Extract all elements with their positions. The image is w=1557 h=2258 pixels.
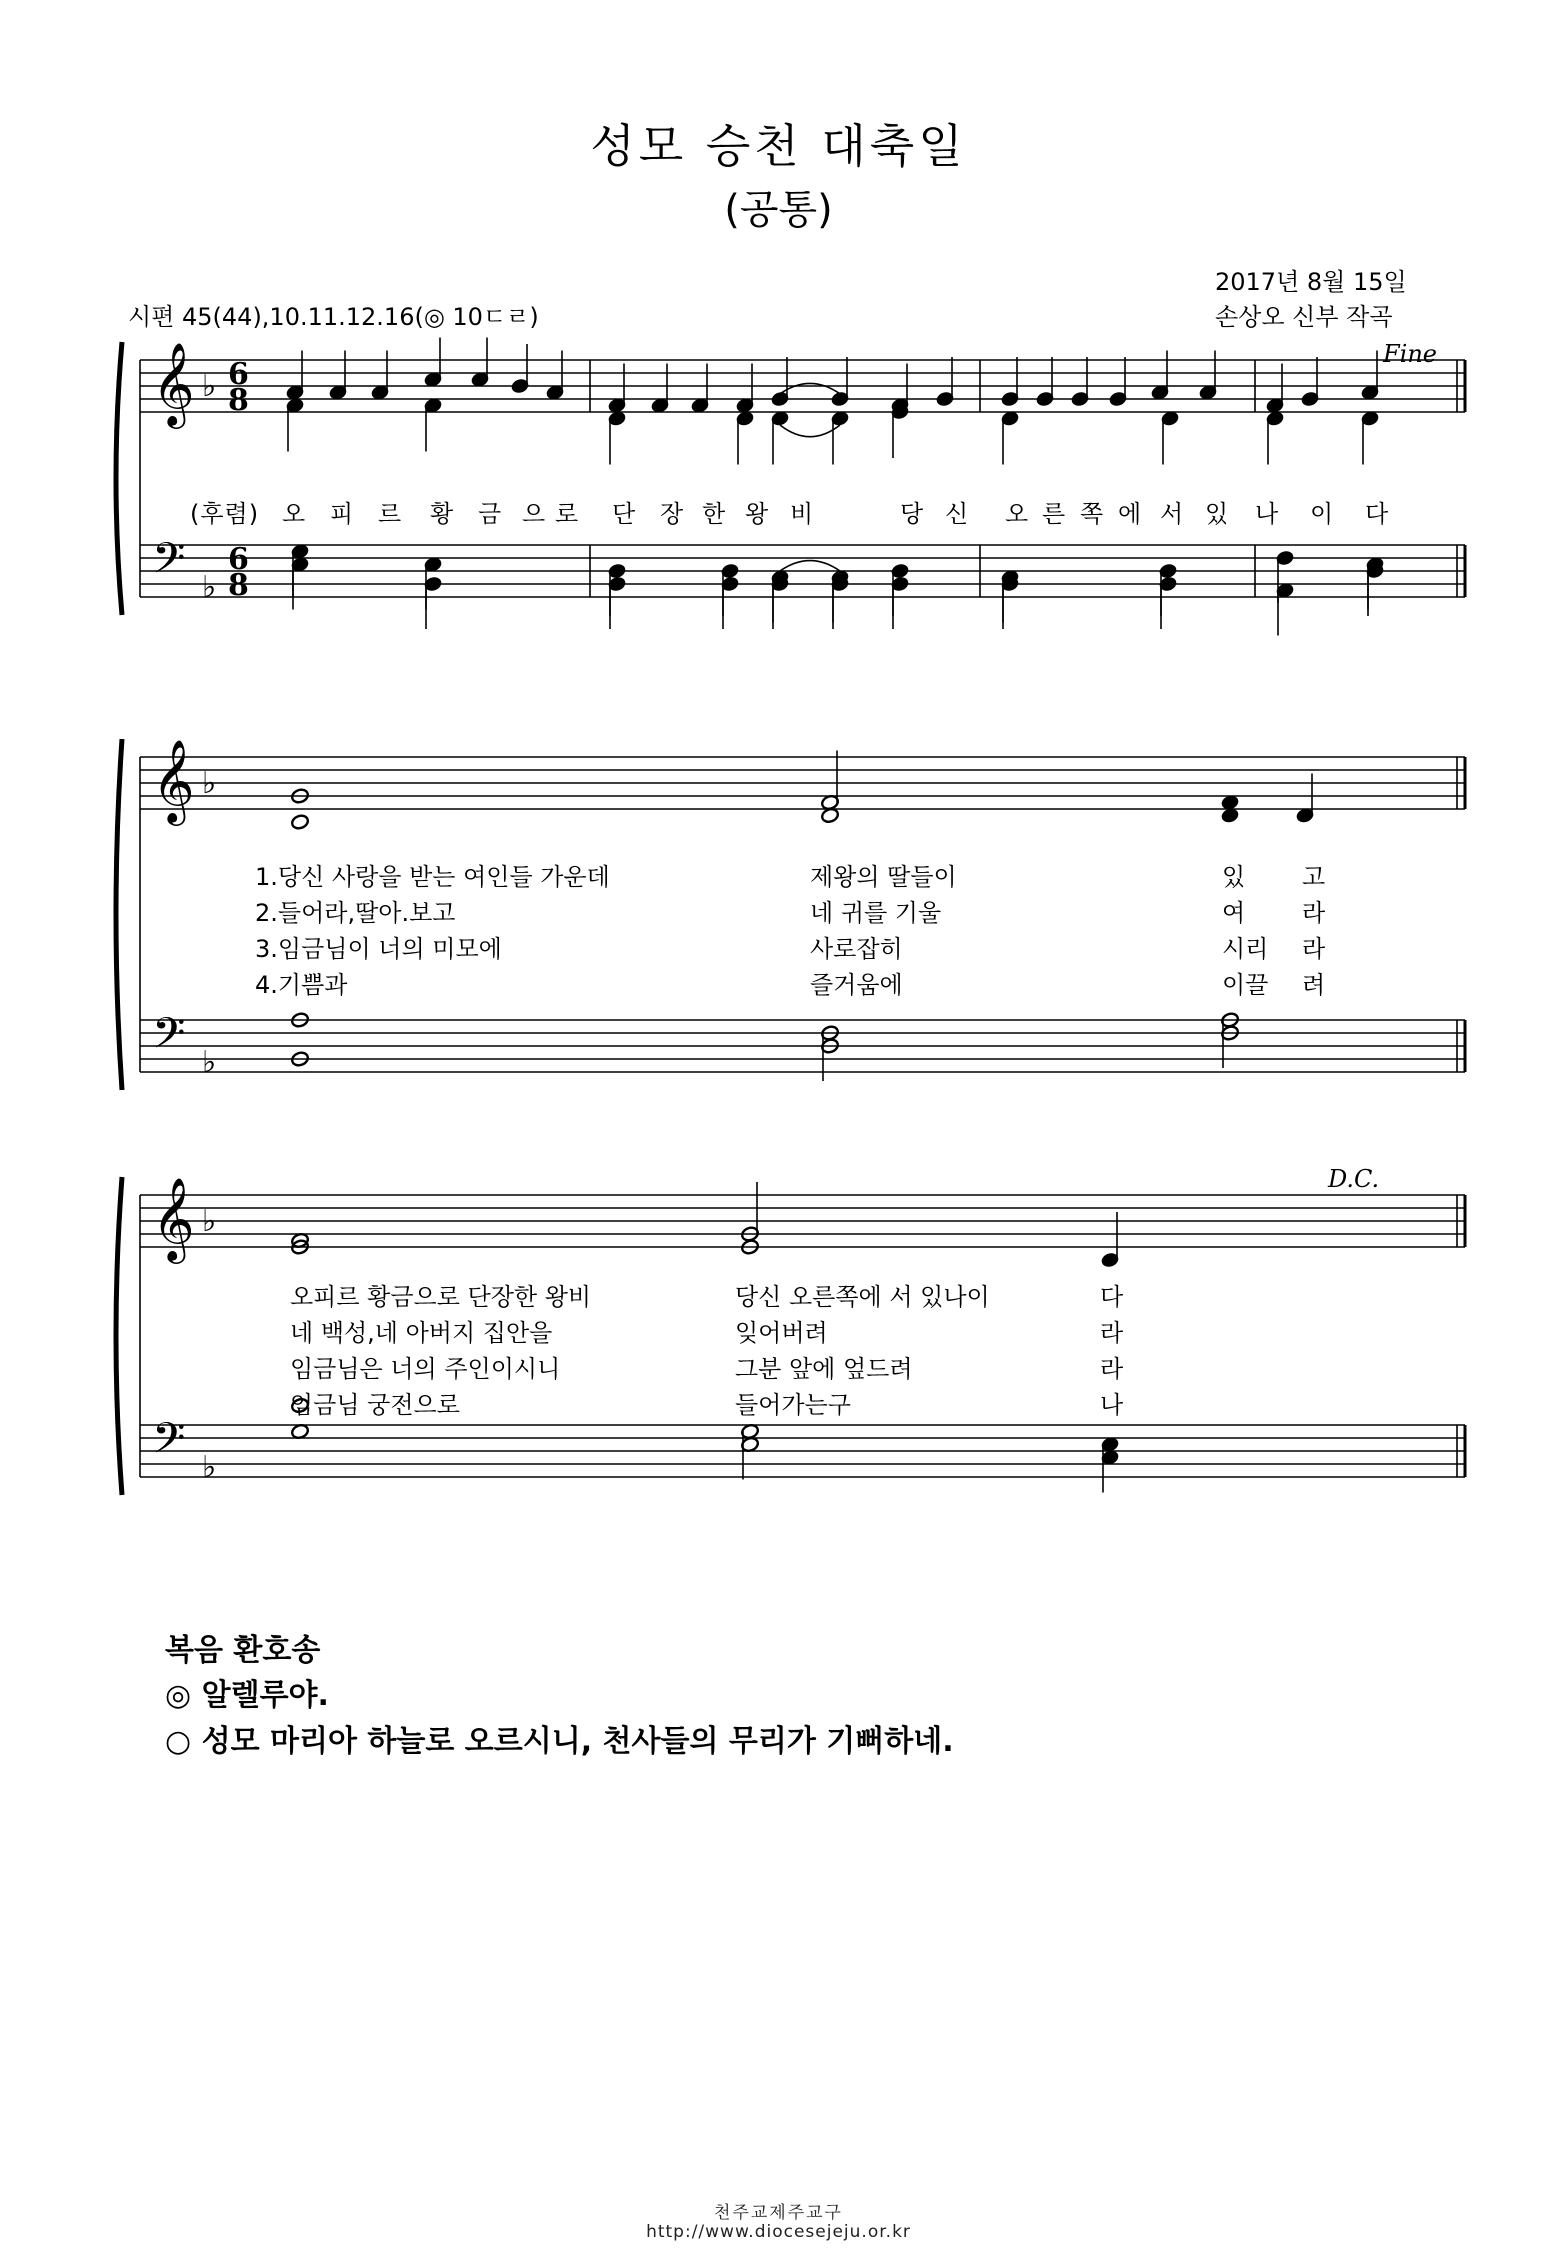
tie [780,383,840,393]
fine-mark: Fine [1383,340,1437,368]
refrain-syllable: 서 [1160,500,1185,528]
time-signature: 8 [228,568,249,603]
acclamation-heading: 복음 환호송 [165,1633,321,1668]
verse-lyric: 3.임금님이 너의 미모에 [255,935,502,963]
refrain-syllable: 왕 [745,500,770,528]
verse-lyric: 그분 앞에 엎드려 [735,1355,913,1383]
refrain-syllable: 피 [330,500,355,528]
verse-lyric: 라 [1302,899,1326,927]
flat-icon: ♭ [202,570,217,605]
refrain-syllable: 한 [702,500,727,528]
refrain-syllable: 오 [1005,500,1030,528]
refrain-syllable: 에 [1118,500,1143,528]
system-bracket [116,1177,122,1495]
verse-lyric: 시리 [1222,935,1269,963]
refrain-syllable: 르 [378,500,403,528]
footer-organization: 천주교제주교구 [714,2203,843,2223]
verse-lyric: 라 [1100,1355,1124,1383]
flat-icon: ♭ [202,1450,217,1485]
verse-lyric: 있 [1222,863,1246,891]
verse-lyric: 즐거움에 [810,971,903,999]
flat-icon: ♭ [202,766,217,801]
refrain-syllable: 비 [790,500,815,528]
page-title: 성모 승천 대축일 [590,119,967,173]
verse-lyric: 4.기쁨과 [255,971,348,999]
bass-clef-icon: 𝄢 [152,534,186,594]
refrain-syllable: 쪽 [1080,500,1105,528]
verse-lyric: 고 [1302,863,1326,891]
verse-lyric: 네 백성,네 아버지 집안을 [290,1319,553,1347]
notehead [290,814,309,831]
verse-lyric: 2.들어라,딸아.보고 [255,899,456,927]
verse-lyric: 당신 오른쪽에 서 있나이 [735,1283,990,1311]
verse-lyric: 라 [1302,935,1326,963]
page-subtitle: (공통) [724,187,833,233]
system-bracket [116,739,122,1090]
tie [780,561,840,571]
refrain-syllable: 오 [282,500,307,528]
treble-clef-icon: 𝄞 [152,1176,195,1260]
refrain-syllable: 장 [660,500,685,528]
refrain-syllable: 신 [945,500,970,528]
verse-lyric: 오피르 황금으로 단장한 왕비 [290,1283,592,1311]
refrain-syllable: 단 [612,500,637,528]
refrain-syllable: 으 [522,500,547,528]
verse-lyric: 임금님 궁전으로 [290,1391,460,1419]
verse-lyric: 여 [1222,899,1246,927]
bass-clef-icon: 𝄢 [152,1414,186,1474]
treble-clef-icon: 𝄞 [152,738,195,822]
tie [780,425,840,437]
treble-clef-icon: 𝄞 [152,341,195,425]
time-signature: 6 [228,357,249,392]
time-signature: 8 [228,383,249,418]
verse-lyric: 려 [1302,971,1326,999]
refrain-label: (후렴) [190,500,260,528]
refrain-syllable: 이 [1310,500,1335,528]
refrain-syllable: 있 [1205,500,1230,528]
footer-url: http://www.diocesejeju.or.kr [646,2222,911,2242]
flat-icon: ♭ [202,1204,217,1239]
verse-lyric: 들어가는구 [735,1391,851,1419]
verse-lyric: 나 [1100,1391,1124,1419]
verse-lyric: 다 [1100,1283,1124,1311]
refrain-syllable: 황 [430,500,455,528]
system-bracket [116,342,122,615]
refrain-syllable: 른 [1042,500,1067,528]
composer-credit: 손상오 신부 작곡 [1215,303,1393,331]
psalm-reference: 시편 45(44),10.11.12.16(◎ 10ㄷㄹ) [128,303,539,331]
acclamation-response: ◎ 알렐루야. [165,1678,329,1713]
refrain-syllable: 당 [900,500,925,528]
verse-lyric: 라 [1100,1319,1124,1347]
verse-lyric: 이끌 [1222,971,1269,999]
verse-lyric: 사로잡히 [810,935,903,963]
verse-lyric: 1.당신 사랑을 받는 여인들 가운데 [255,863,610,891]
flat-icon: ♭ [202,369,217,404]
verse-lyric: 네 귀를 기울 [810,899,942,927]
flat-icon: ♭ [202,1045,217,1080]
verse-lyric: 제왕의 딸들이 [810,863,957,891]
composition-date: 2017년 8월 15일 [1215,268,1407,296]
refrain-syllable: 금 [478,500,503,528]
refrain-syllable: 로 [555,500,580,528]
acclamation-verse: ○ 성모 마리아 하늘로 오르시니, 천사들의 무리가 기뻐하네. [165,1724,954,1759]
refrain-syllable: 다 [1365,500,1390,528]
verse-lyric: 임금님은 너의 주인이시니 [290,1355,561,1383]
verse-lyric: 잊어버려 [735,1319,828,1347]
dc-mark: D.C. [1328,1165,1380,1193]
bass-clef-icon: 𝄢 [152,1009,186,1069]
time-signature: 6 [228,542,249,577]
refrain-syllable: 나 [1255,500,1280,528]
